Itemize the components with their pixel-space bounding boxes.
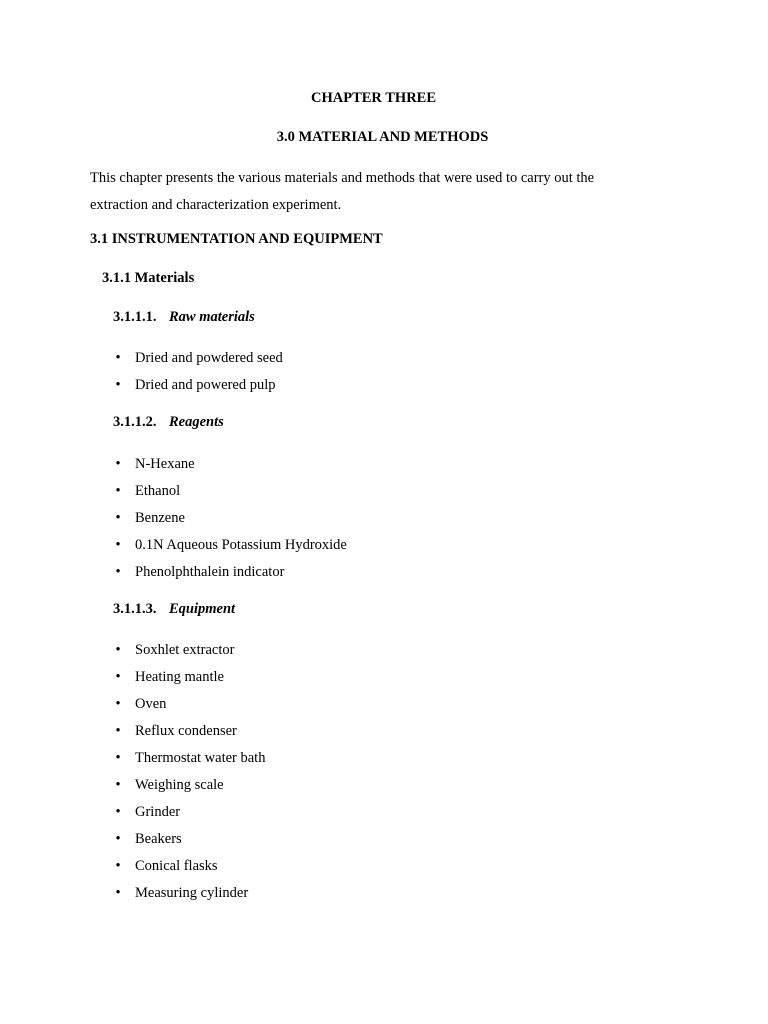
- raw-materials-label: Raw materials: [169, 309, 255, 325]
- list-item-text: Ethanol: [135, 483, 181, 499]
- bullet-icon: •: [115, 564, 121, 580]
- bullet-icon: •: [115, 750, 121, 766]
- list-item-text: Soxhlet extractor: [135, 642, 235, 658]
- list-item: [113, 829, 265, 856]
- list-item: [113, 640, 265, 667]
- list-item-text: 0.1N Aqueous Potassium Hydroxide: [135, 537, 347, 553]
- bullet-icon: •: [115, 510, 121, 526]
- bullet-icon: •: [115, 456, 121, 472]
- list-item-text: Beakers: [135, 831, 182, 847]
- equipment-heading: [113, 601, 235, 618]
- equipment-list: [113, 640, 265, 910]
- list-item-text: Oven: [135, 696, 167, 712]
- bullet-icon: •: [115, 885, 121, 901]
- list-item-text: Dried and powered pulp: [135, 377, 276, 393]
- equipment-number: 3.1.1.3.: [113, 601, 157, 617]
- list-item-text: Heating mantle: [135, 669, 224, 685]
- materials-heading: 3.1.1 Materials: [102, 270, 195, 286]
- bullet-icon: •: [115, 377, 121, 393]
- list-item: [113, 856, 265, 883]
- list-item: [113, 721, 265, 748]
- list-item-text: Benzene: [135, 510, 185, 526]
- list-item: [113, 481, 347, 508]
- list-item: [113, 883, 265, 910]
- list-item: [113, 775, 265, 802]
- chapter-title: CHAPTER THREE: [310, 90, 437, 106]
- list-item: [113, 508, 347, 535]
- bullet-icon: •: [115, 350, 121, 366]
- bullet-icon: •: [115, 669, 121, 685]
- bullet-icon: •: [115, 483, 121, 499]
- instrumentation-heading: 3.1 INSTRUMENTATION AND EQUIPMENT: [90, 231, 383, 247]
- intro-paragraph: This chapter presents the various materials and methods that were used to carry out the extraction and characterization experiment.: [90, 170, 595, 213]
- reagents-heading: [113, 414, 224, 431]
- reagents-list: [113, 454, 347, 589]
- reagents-number: 3.1.1.2.: [113, 414, 157, 430]
- list-item: [113, 562, 347, 589]
- bullet-icon: •: [115, 696, 121, 712]
- bullet-icon: •: [115, 777, 121, 793]
- raw-materials-number: 3.1.1.1.: [113, 309, 157, 325]
- list-item: [113, 802, 265, 829]
- list-item-text: Grinder: [135, 804, 181, 820]
- list-item: [113, 348, 283, 375]
- bullet-icon: •: [115, 804, 121, 820]
- list-item-text: Thermostat water bath: [135, 750, 266, 766]
- list-item-text: Reflux condenser: [135, 723, 237, 739]
- equipment-label: Equipment: [169, 601, 236, 617]
- bullet-icon: •: [115, 831, 121, 847]
- list-item: [113, 748, 265, 775]
- list-item-text: Weighing scale: [135, 777, 224, 793]
- raw-materials-list: [113, 348, 283, 402]
- list-item: [113, 454, 347, 481]
- bullet-icon: •: [115, 642, 121, 658]
- list-item-text: Measuring cylinder: [135, 885, 249, 901]
- list-item: [113, 694, 265, 721]
- reagents-label: Reagents: [169, 414, 224, 430]
- list-item-text: Dried and powdered seed: [135, 350, 283, 366]
- bullet-icon: •: [115, 537, 121, 553]
- list-item-text: N-Hexane: [135, 456, 195, 472]
- list-item: [113, 667, 265, 694]
- section-title: 3.0 MATERIAL AND METHODS: [276, 129, 489, 145]
- bullet-icon: •: [115, 723, 121, 739]
- bullet-icon: •: [115, 858, 121, 874]
- list-item: [113, 535, 347, 562]
- list-item-text: Conical flasks: [135, 858, 218, 874]
- list-item-text: Phenolphthalein indicator: [135, 564, 285, 580]
- list-item: [113, 375, 283, 402]
- raw-materials-heading: [113, 309, 255, 326]
